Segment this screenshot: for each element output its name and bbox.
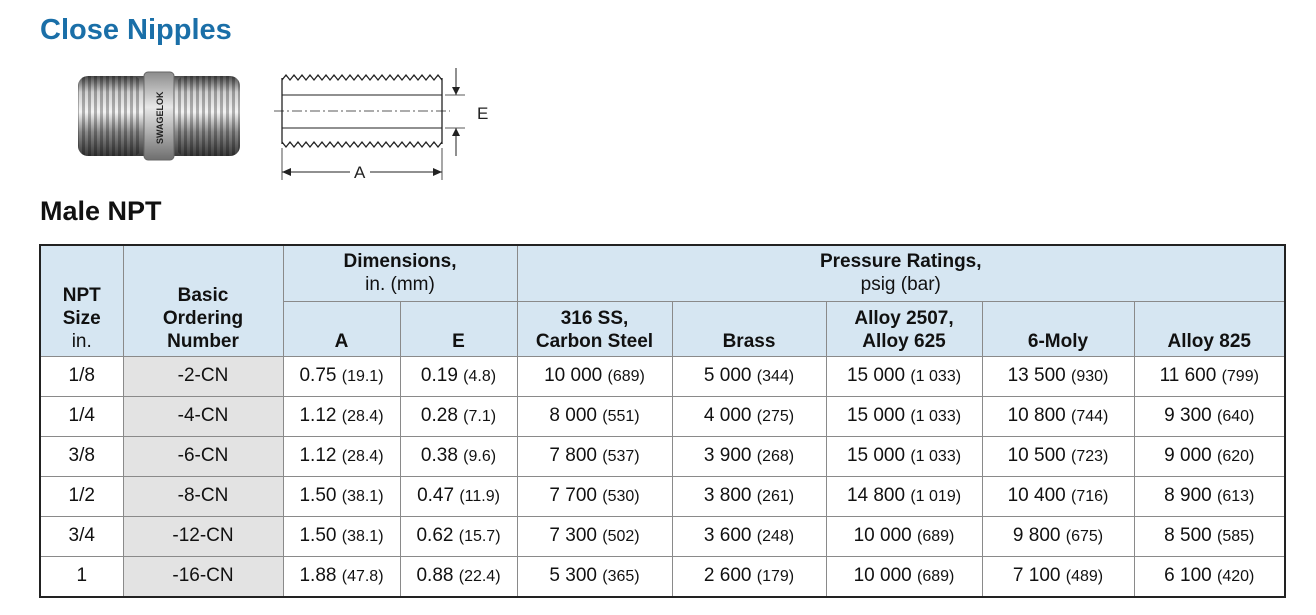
cell-alloy825-value: 9 000 [1164, 445, 1212, 466]
header-dimensions [283, 245, 517, 301]
cell-brass-metric: (179) [756, 568, 795, 585]
cell-ordering-number [123, 356, 283, 396]
cell-size-value: 3/4 [68, 525, 95, 546]
brand-mark: SWAGELOK [155, 91, 165, 144]
cell-size-value: 3/8 [68, 445, 95, 466]
table-row [40, 356, 1285, 396]
cell-alloy2507-metric: (1 033) [910, 448, 962, 465]
cell-dim-a-value: 1.50 [299, 525, 337, 546]
cell-6moly-value: 7 100 [1012, 565, 1061, 586]
header-ordering-number [123, 245, 283, 356]
cell-brass-value: 2 600 [703, 565, 752, 586]
cell-316ss-value: 10 000 [544, 365, 603, 386]
cell-dim-a [283, 396, 400, 436]
header-col-316ss [517, 301, 672, 356]
cell-alloy825-metric: (640) [1216, 408, 1255, 425]
cell-dim-a-value: 0.75 [299, 365, 337, 386]
cell-alloy825-metric: (420) [1216, 568, 1255, 585]
header-dimensions-unit: in. (mm) [365, 274, 435, 296]
cell-alloy2507 [826, 556, 982, 597]
cell-6moly-value: 10 500 [1007, 445, 1066, 466]
cell-6moly [982, 396, 1134, 436]
cell-316ss-value: 7 700 [549, 485, 597, 506]
cell-316ss-value: 8 000 [549, 405, 597, 426]
cell-ordering-number-value: -8-CN [177, 485, 229, 506]
table-row [40, 516, 1285, 556]
cell-size-value: 1/4 [68, 405, 95, 426]
cell-316ss-metric: (365) [602, 568, 640, 585]
table-body [40, 356, 1285, 597]
cell-dim-a [283, 516, 400, 556]
cell-alloy825-value: 11 600 [1159, 365, 1217, 386]
cell-brass-value: 3 600 [703, 525, 752, 546]
cell-ordering-number-value: -16-CN [172, 565, 234, 586]
cell-size [40, 476, 123, 516]
label-e: E [477, 104, 489, 123]
cell-brass-metric: (275) [756, 408, 795, 425]
cell-dim-a-value: 1.12 [299, 405, 337, 426]
cell-316ss [517, 516, 672, 556]
cell-dim-a [283, 476, 400, 516]
cell-size [40, 436, 123, 476]
cell-size-value: 1 [76, 565, 88, 586]
cell-dim-a-metric: (19.1) [341, 368, 384, 385]
cell-dim-a [283, 556, 400, 597]
cell-alloy825 [1134, 556, 1285, 597]
cell-316ss [517, 556, 672, 597]
cell-dim-e-value: 0.88 [416, 565, 454, 586]
cell-size-value: 1/8 [68, 365, 95, 386]
cell-6moly-metric: (675) [1065, 528, 1104, 545]
cell-alloy2507-value: 10 000 [853, 525, 912, 546]
cell-6moly-metric: (716) [1071, 488, 1109, 505]
cell-brass [672, 436, 826, 476]
cell-size [40, 396, 123, 436]
cell-316ss-value: 5 300 [549, 565, 597, 586]
cell-alloy2507 [826, 476, 982, 516]
cell-alloy825-metric: (585) [1216, 528, 1255, 545]
cell-ordering-number-value: -4-CN [177, 405, 229, 426]
nipple-photo [76, 70, 242, 162]
cell-dim-a [283, 356, 400, 396]
cell-dim-e-value: 0.62 [416, 525, 454, 546]
cell-316ss-metric: (551) [602, 408, 640, 425]
cell-dim-a [283, 436, 400, 476]
cell-316ss-metric: (537) [602, 448, 640, 465]
header-col-brass: Brass [672, 301, 826, 356]
cell-316ss-value: 7 800 [549, 445, 597, 466]
header-pressure-ratings [517, 245, 1285, 301]
cell-alloy825-metric: (613) [1216, 488, 1255, 505]
cell-6moly-value: 10 800 [1007, 405, 1066, 426]
cell-brass-metric: (248) [756, 528, 795, 545]
cell-ordering-number [123, 556, 283, 597]
cell-alloy2507-value: 14 800 [846, 485, 906, 506]
cell-dim-e [400, 396, 517, 436]
cell-dim-a-metric: (38.1) [341, 528, 384, 545]
cell-brass-value: 3 900 [703, 445, 752, 466]
cell-dim-e-metric: (11.9) [459, 488, 500, 505]
cell-dim-a-value: 1.88 [299, 565, 337, 586]
cell-dim-e [400, 436, 517, 476]
table-row [40, 556, 1285, 597]
cell-alloy825 [1134, 516, 1285, 556]
cell-dim-e-metric: (15.7) [458, 528, 501, 545]
cell-dim-a-value: 1.12 [299, 445, 337, 466]
cell-dim-e [400, 556, 517, 597]
cell-ordering-number [123, 396, 283, 436]
cell-dim-e-value: 0.47 [417, 485, 455, 506]
table-row [40, 396, 1285, 436]
cell-6moly-metric: (723) [1071, 448, 1109, 465]
cell-dim-e [400, 356, 517, 396]
header-col-alloy2507 [826, 301, 982, 356]
cell-brass [672, 556, 826, 597]
cell-alloy825 [1134, 476, 1285, 516]
cell-316ss-value: 7 300 [549, 525, 597, 546]
cell-316ss [517, 436, 672, 476]
cell-size [40, 556, 123, 597]
cell-alloy825 [1134, 356, 1285, 396]
header-npt-size [40, 245, 123, 356]
cell-alloy825-value: 8 900 [1164, 485, 1212, 506]
cell-dim-a-metric: (38.1) [341, 488, 384, 505]
table-row [40, 476, 1285, 516]
header-col-6moly: 6-Moly [982, 301, 1134, 356]
table-row [40, 436, 1285, 476]
cell-6moly-metric: (930) [1071, 368, 1109, 385]
cell-6moly [982, 476, 1134, 516]
cell-316ss [517, 396, 672, 436]
cell-6moly-metric: (489) [1065, 568, 1104, 585]
cell-alloy825 [1134, 396, 1285, 436]
cell-dim-e-value: 0.19 [420, 365, 458, 386]
cell-size-value: 1/2 [68, 485, 95, 506]
cell-brass-metric: (261) [756, 488, 795, 505]
cell-size [40, 516, 123, 556]
cell-dim-e [400, 476, 517, 516]
cell-ordering-number-value: -12-CN [172, 525, 234, 546]
cell-6moly [982, 356, 1134, 396]
cell-alloy825-metric: (620) [1216, 448, 1255, 465]
cell-6moly-metric: (744) [1071, 408, 1109, 425]
cell-alloy825-value: 9 300 [1164, 405, 1212, 426]
cell-316ss [517, 356, 672, 396]
cell-alloy2507-metric: (689) [917, 528, 955, 545]
cell-alloy825 [1134, 436, 1285, 476]
cell-ordering-number-value: -2-CN [177, 365, 229, 386]
cell-alloy2507-value: 10 000 [853, 565, 912, 586]
cell-brass [672, 476, 826, 516]
cell-ordering-number [123, 436, 283, 476]
cell-alloy2507-metric: (1 033) [910, 408, 962, 425]
dimension-drawing [270, 62, 510, 188]
cell-ordering-number [123, 476, 283, 516]
cell-brass-value: 3 800 [703, 485, 752, 506]
cell-dim-a-metric: (47.8) [341, 568, 384, 585]
header-col-e: E [400, 301, 517, 356]
cell-brass-metric: (344) [756, 368, 795, 385]
cell-brass-value: 4 000 [703, 405, 752, 426]
cell-dim-e-metric: (4.8) [463, 368, 497, 385]
cell-ordering-number-value: -6-CN [177, 445, 229, 466]
header-npt-size-label: NPT Size [62, 284, 101, 329]
header-pressure-unit: psig (bar) [860, 274, 941, 296]
cell-dim-a-metric: (28.4) [341, 408, 384, 425]
cell-alloy2507-metric: (1 033) [910, 368, 962, 385]
cell-alloy825-value: 8 500 [1164, 525, 1212, 546]
cell-brass [672, 396, 826, 436]
cell-dim-e-value: 0.38 [420, 445, 458, 466]
cell-316ss-metric: (530) [602, 488, 640, 505]
cell-316ss-metric: (689) [607, 368, 645, 385]
cell-alloy2507-metric: (1 019) [910, 488, 962, 505]
cell-dim-e-value: 0.28 [420, 405, 458, 426]
cell-316ss-metric: (502) [602, 528, 640, 545]
label-a: A [354, 163, 366, 182]
cell-dim-a-metric: (28.4) [341, 448, 384, 465]
cell-alloy2507-value: 15 000 [846, 365, 906, 386]
cell-6moly-value: 13 500 [1007, 365, 1066, 386]
cell-dim-e-metric: (22.4) [458, 568, 501, 585]
cell-alloy825-value: 6 100 [1164, 565, 1212, 586]
cell-alloy2507-value: 15 000 [846, 445, 906, 466]
cell-brass-metric: (268) [756, 448, 795, 465]
header-col-316ss-label: 316 SS, Carbon Steel [535, 307, 654, 352]
cell-brass [672, 356, 826, 396]
cell-brass-value: 5 000 [703, 365, 752, 386]
page-title: Close Nipples [40, 14, 232, 46]
cell-6moly [982, 436, 1134, 476]
cell-size [40, 356, 123, 396]
cell-dim-e-metric: (7.1) [463, 408, 497, 425]
cell-alloy2507 [826, 356, 982, 396]
cell-alloy825-metric: (799) [1221, 368, 1259, 385]
header-col-alloy825: Alloy 825 [1134, 301, 1285, 356]
cell-6moly-value: 10 400 [1007, 485, 1066, 506]
header-ordering-label: Basic Ordering Number [162, 284, 244, 352]
cell-alloy2507 [826, 396, 982, 436]
cell-ordering-number [123, 516, 283, 556]
cell-brass [672, 516, 826, 556]
cell-dim-e [400, 516, 517, 556]
cell-alloy2507-value: 15 000 [846, 405, 906, 426]
header-col-alloy2507-label: Alloy 2507, Alloy 625 [854, 307, 954, 352]
cell-6moly-value: 9 800 [1012, 525, 1061, 546]
header-col-a: A [283, 301, 400, 356]
cell-316ss [517, 476, 672, 516]
cell-alloy2507-metric: (689) [917, 568, 955, 585]
pressure-rating-table [39, 244, 1286, 598]
header-npt-size-unit: in. [71, 330, 92, 352]
cell-dim-a-value: 1.50 [299, 485, 337, 506]
header-pressure-label: Pressure Ratings, [819, 251, 982, 273]
cell-dim-e-metric: (9.6) [463, 448, 497, 465]
cell-alloy2507 [826, 516, 982, 556]
section-title: Male NPT [40, 196, 162, 226]
header-dimensions-label: Dimensions, [343, 251, 457, 273]
cell-6moly [982, 556, 1134, 597]
cell-6moly [982, 516, 1134, 556]
cell-alloy2507 [826, 436, 982, 476]
